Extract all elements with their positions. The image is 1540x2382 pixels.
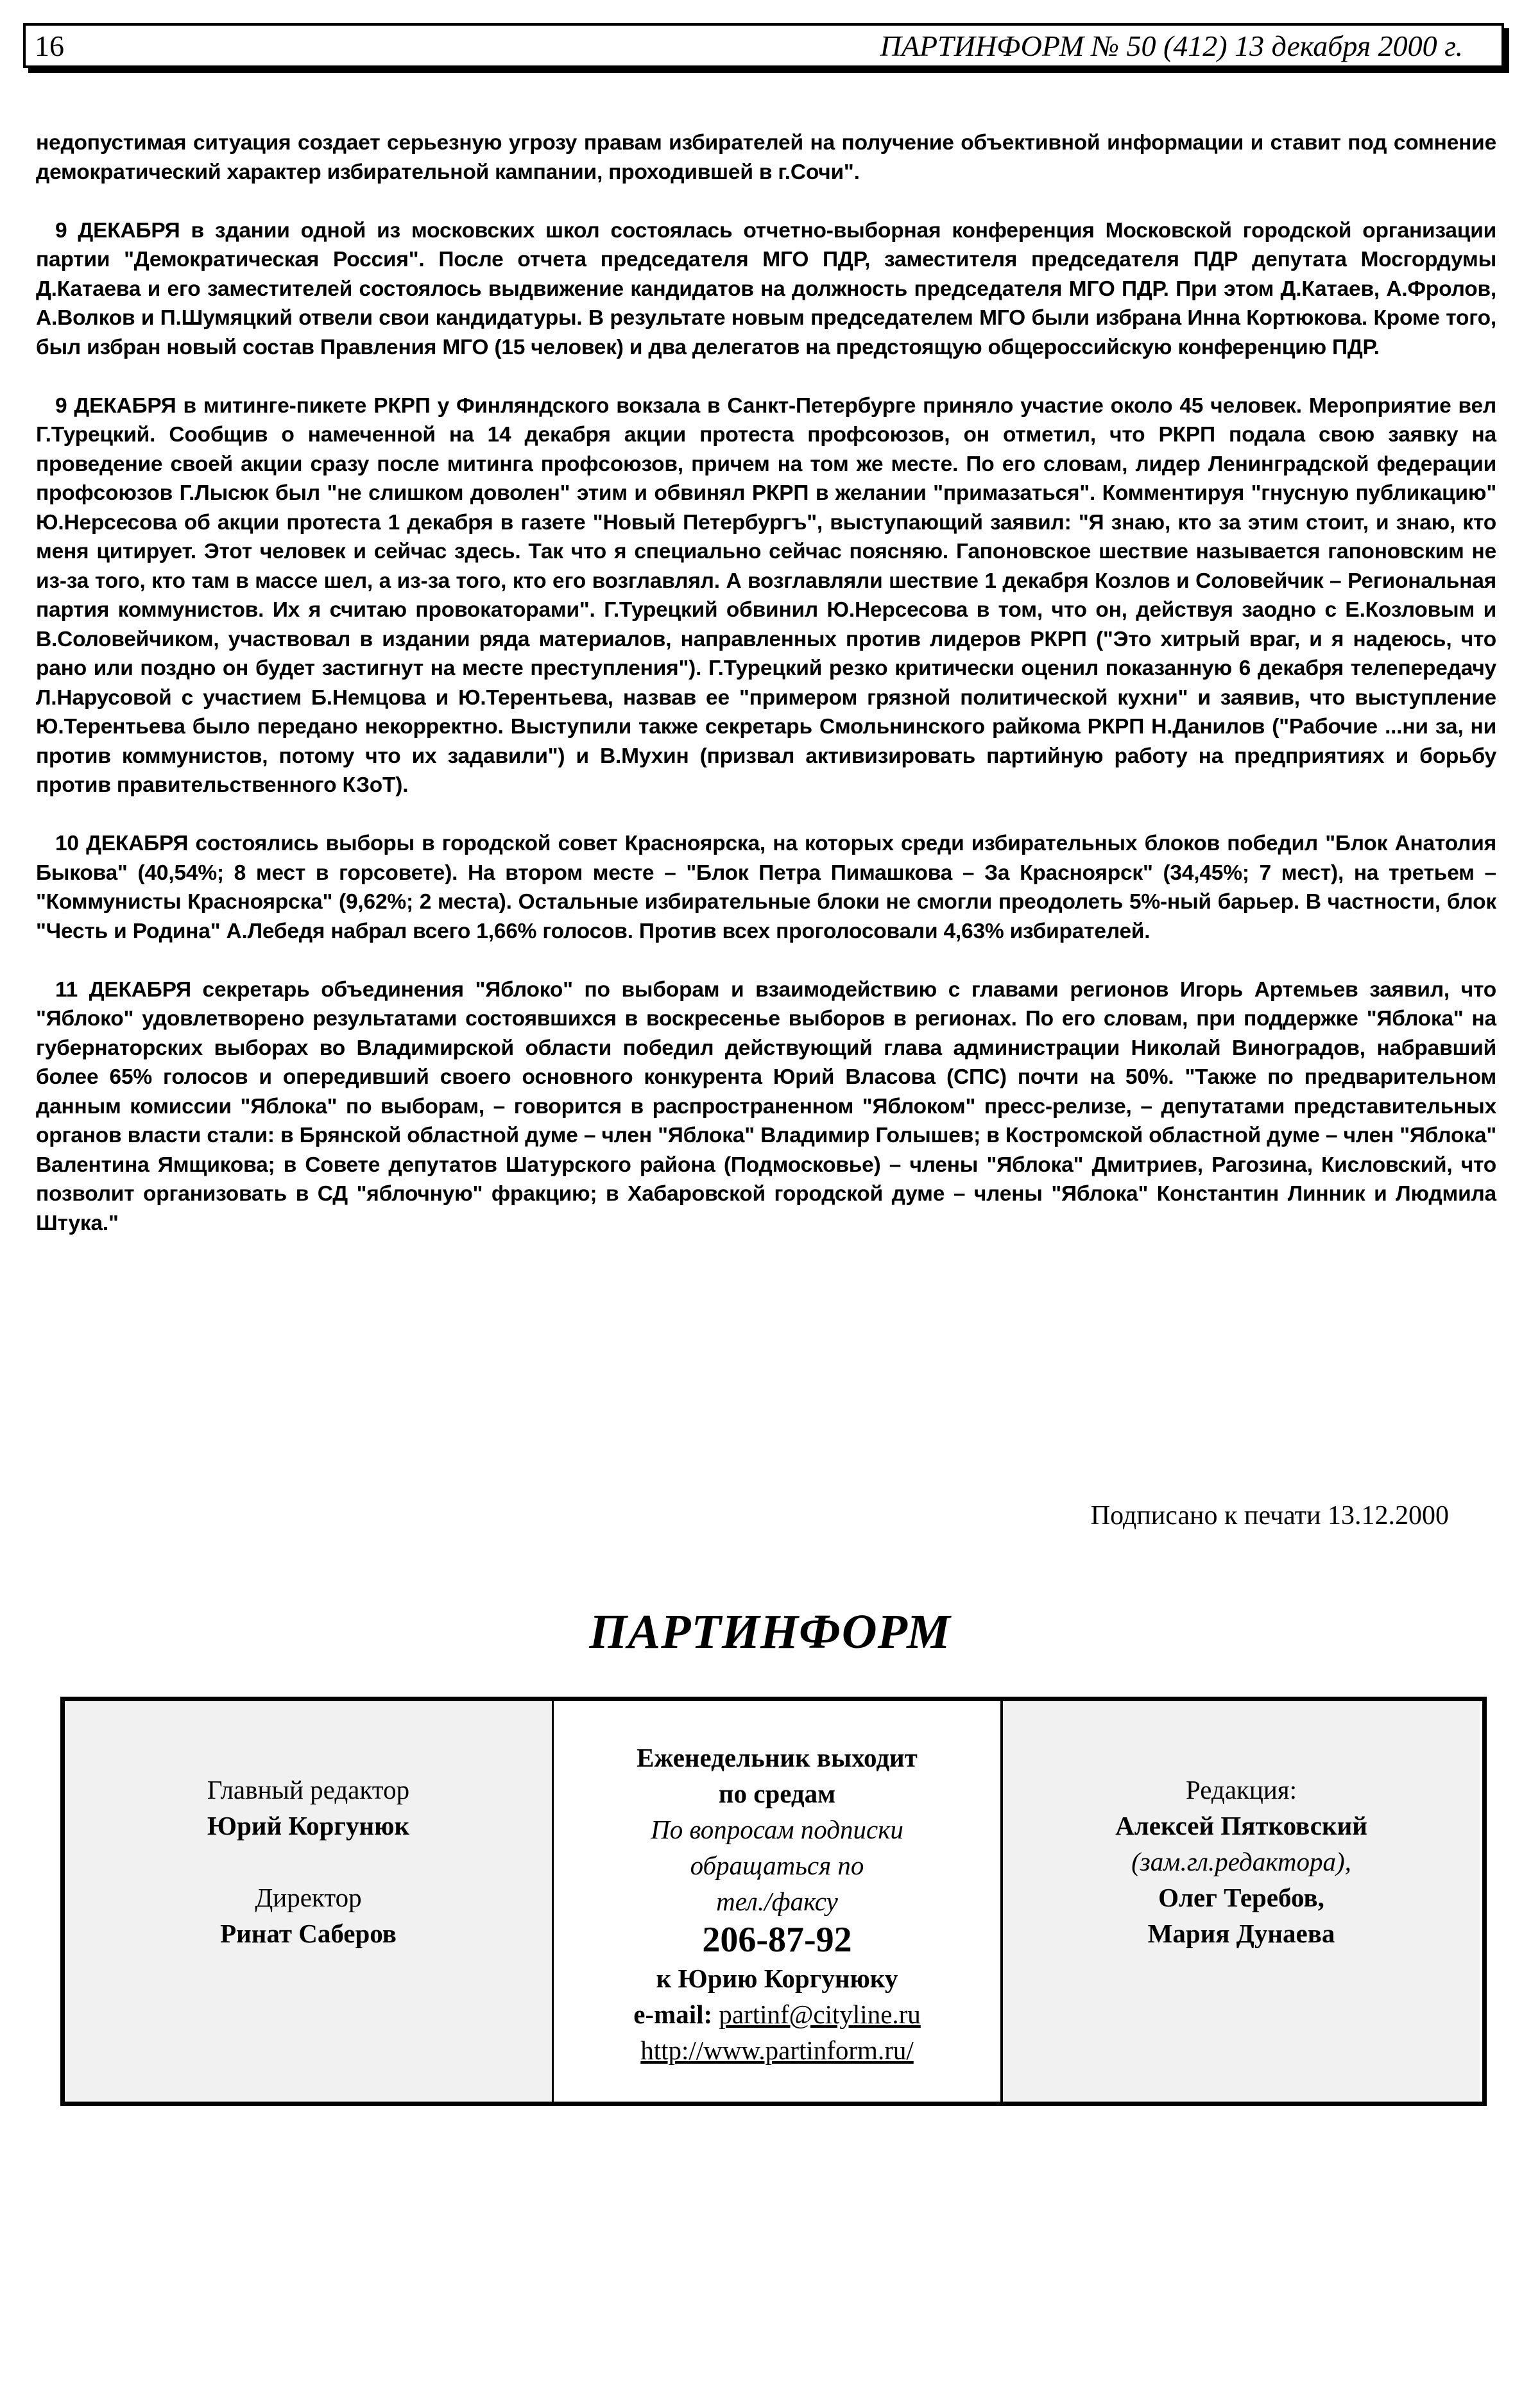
paragraph-sochi-end: недопустимая ситуация создает серьезную угрозу правам избирателей на получение объективной информации и ставит под сомнение демократический характер избирательной кампании, проходившей в г.Сочи". — [36, 131, 1496, 184]
chief-editor-name: Юрий Коргунюк — [207, 1811, 410, 1840]
email-label: e-mail: — [633, 2000, 713, 2029]
page-number: 16 — [35, 30, 64, 62]
subscription-note-3: тел./факсу — [716, 1887, 838, 1916]
paragraph-dec9-spb: 9 ДЕКАБРЯ в митинге-пикете РКРП у Финляндского вокзала в Санкт-Петербурге приняло участие около 45 человек. Мероприятие вел Г.Турецкий. Сообщив о намеченной на 14 декабря акции протеста профсоюзов, он отметил, что РКРП подала свою заявку на проведение своей акции сразу после митинга профсоюзов, причем на том же месте. По его словам, лидер Ленинградской федерации профсоюзов Г.Лысюк был "не слишком доволен" этим и обвинял РКРП в желании "примазаться". Комментируя "гнусную публикацию" Ю.Нерсесова об акции протеста 1 декабря в газете "Новый Петербургъ", выступающий заявил: "Я знаю, кто за этим стоит, и знаю, кто меня цитирует. Этот человек и сейчас здесь. Так что я специально сейчас поясняю. Гапоновское шествие называется гапоновским не из-за того, кто там в массе шел, а из-за того, кто его возглавлял. А возглавляли шествие 1 декабря Козлов и Соловейчик – Региональная партия коммунистов. Их я считаю провокаторами". Г.Турецкий обвинил Ю.Нерсесова в том, что он, действуя заодно с Е.Козловым и В.Соловейчиком, участвовал в издании ряда материалов, направленных против лидеров РКРП ("Это хитрый враг, и я надеюсь, что рано или поздно он будет застигнут на месте преступления"). Г.Турецкий резко критически оценил показанную 6 декабря телепередачу Л.Нарусовой с участием Б.Немцова и Ю.Терентьева, назвав ее "примером грязной политической кухни" и заявив, что выступление Ю.Терентьева было передано некорректно. Выступили также секретарь Смольнинского райкома РКРП Н.Данилов ("Рабочие ...ни за, ни против коммунистов, потому что их задавили") и В.Мухин (призвал активизировать партийную работу на предприятиях и борьбу против правительственного КЗоТ). — [36, 393, 1496, 797]
masthead-col-staff — [65, 1701, 554, 2102]
contact-person: к Юрию Коргунюку — [656, 1964, 898, 1993]
editor-note-1: (зам.гл.редактора), — [1131, 1847, 1351, 1876]
website-link[interactable]: http://www.partinform.ru/ — [640, 2035, 914, 2065]
subscription-note-1: По вопросам подписки — [651, 1815, 903, 1844]
subscription-note-2: обращаться по — [690, 1851, 864, 1880]
email-link[interactable]: partinf@cityline.ru — [719, 2000, 921, 2029]
masthead-info-box — [60, 1697, 1487, 2106]
signed-for-print: Подписано к печати 13.12.2000 — [1090, 1501, 1449, 1530]
editor-name-2: Олег Теребов, — [1158, 1883, 1324, 1912]
director-name: Ринат Саберов — [220, 1919, 397, 1948]
weekly-note: Еженедельник выходит — [637, 1743, 918, 1772]
editor-name-1: Алексей Пятковский — [1115, 1811, 1367, 1840]
paragraph-dec9-moscow: 9 ДЕКАБРЯ в здании одной из московских школ состоялась отчетно-выборная конференция Московской городской организации партии "Демократическая Россия". После отчета председателя МГО ПДР, заместителя председателя ПДР депутата Мосгордумы Д.Катаева и его заместителей состоялось выдвижение кандидатов на должность председателя МГО ПДР. При этом Д.Катаев, А.Фролов, А.Волков и П.Шумяцкий отвели свои кандидатуры. В результате новым председателем МГО были избрана Инна Кортюкова. Кроме того, был избран новый состав Правления МГО (15 человек) и два делегатов на предстоящую общероссийскую конференцию ПДР. — [36, 218, 1496, 359]
director-role: Директор — [255, 1883, 362, 1912]
page-header — [23, 23, 1504, 68]
paragraph-dec11-yabloko: 11 ДЕКАБРЯ секретарь объединения "Яблоко" по выборам и взаимодействию с главами регионов Игорь Артемьев заявил, что "Яблоко" удовлетворено результатами состоявшихся в воскресенье выборов в регионах. По его словам, при поддержке "Яблока" на губернаторских выборах во Владимирской области победил действующий глава администрации Николай Виноградов, набравший более 65% голосов и опередивший своего основного конкурента Юрий Власова (СПС) почти на 50%. "Также по предварительном данным комиссии "Яблока" по выборам, – говорится в распространенном "Яблоком" пресс-релизе, – депутатами представительных органов власти стали: в Брянской областной думе – член "Яблока" Владимир Голышев; в Костромской областной думе – член "Яблока" Валентина Ямщикова; в Совете депутатов Шатурского района (Подмосковье) – члены "Яблока" Дмитриев, Рагозина, Кисловский, что позволит организовать в СД "яблочную" фракцию; в Хабаровской городской думе – члены "Яблока" Константин Линник и Людмила Штука." — [36, 977, 1496, 1235]
chief-editor-role: Главный редактор — [207, 1775, 410, 1804]
masthead-col-subscription — [554, 1701, 1003, 2102]
issue-line: ПАРТИНФОРМ № 50 (412) 13 декабря 2000 г. — [880, 30, 1463, 62]
phone-number: 206-87-92 — [702, 1920, 852, 1960]
masthead-col-editorial — [1003, 1701, 1480, 2102]
paragraph-dec10-krasnoyarsk: 10 ДЕКАБРЯ состоялись выборы в городской совет Красноярска, на которых среди избирательных блоков победил "Блок Анатолия Быкова" (40,54%; 8 мест в горсовете). На втором месте – "Блок Петра Пимашкова – За Красноярск" (34,45%; 7 мест), на третьем – "Коммунисты Красноярска" (9,62%; 2 места). Остальные избирательные блоки не смогли преодолеть 5%-ный барьер. В частности, блок "Честь и Родина" А.Лебедя набрал всего 1,66% голосов. Против всех проголосовали 4,63% избирателей. — [36, 832, 1496, 943]
article-body — [36, 128, 1496, 1267]
weekly-day: по средам — [718, 1779, 836, 1808]
masthead-title: ПАРТИНФОРМ — [589, 1605, 951, 1659]
editor-name-3: Мария Дунаева — [1147, 1919, 1335, 1948]
editorial-label: Редакция: — [1185, 1775, 1297, 1804]
email-row — [633, 1996, 921, 2032]
